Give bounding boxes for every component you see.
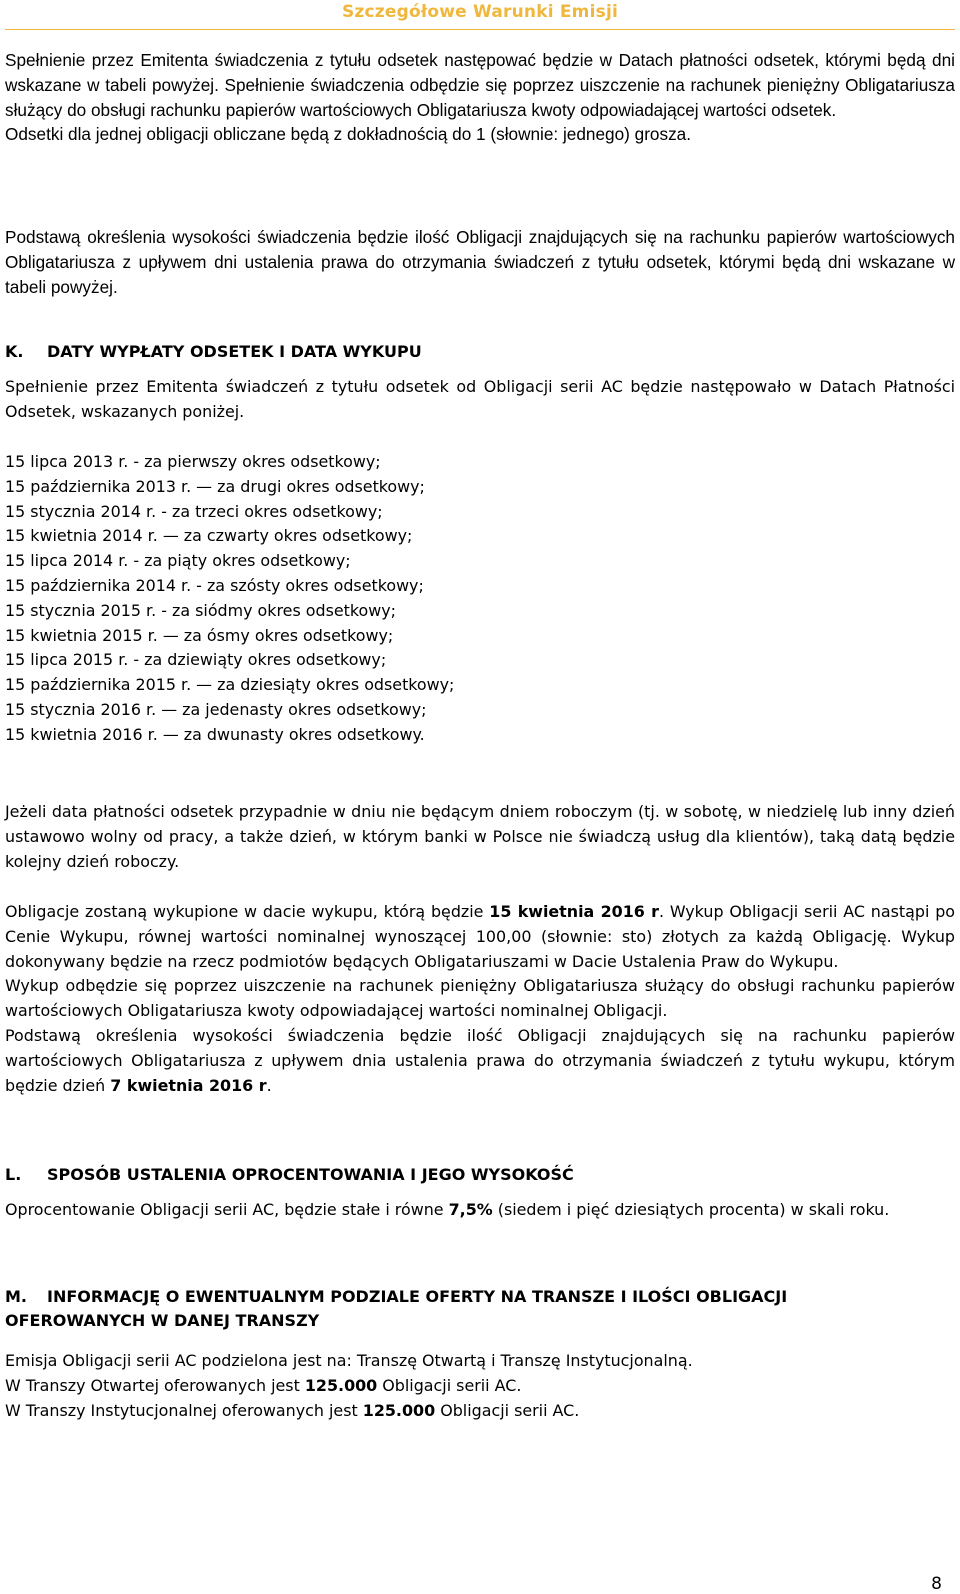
interest-date-item: 15 kwietnia 2016 r. — za dwunasty okres odsetkowy. [5,724,425,744]
section-m-line-3: W Transzy Instytucjonalnej oferowanych jest 125.000 Obligacji serii AC. [5,1400,580,1420]
interest-date-item: 15 lipca 2013 r. - za pierwszy okres odsetkowy; [5,452,381,471]
section-m-title-line-2: OFEROWANYCH W DANEJ TRANSZY [5,1311,320,1330]
redemption-date: 15 kwietnia 2016 r [489,902,659,921]
section-k-paragraph-1: Spełnienie przez Emitenta świadczeń z tytułu odsetek od Obligacji serii AC będzie następowało w Datach Płatności Odsetek, wskazanych poniżej. [5,377,955,421]
interest-date-item: 15 października 2014 r. - za szósty okres odsetkowy; [5,575,424,595]
intro-paragraph-3: Podstawą określenia wysokości świadczenia będzie ilość Obligacji znajdujących się na rachunku papierów wartościowych Obligatariusza z upływem dni ustalenia prawa do otrzymania świadczeń z tytułu odsetek, którymi będą dni wskazane w tabeli powyżej. [5,227,955,297]
intro-block [5,48,955,147]
interest-date-item: 15 lipca 2015 r. - za dziewiąty okres odsetkowy; [5,650,387,670]
intro-paragraph-2: Odsetki dla jednej obligacji obliczane będą z dokładnością do 1 (słownie: jednego) grosza. [5,124,692,145]
interest-date-item: 15 stycznia 2015 r. - za siódmy okres odsetkowy; [5,600,396,620]
section-l-paragraph: Oprocentowanie Obligacji serii AC, będzie stałe i równe 7,5% (siedem i pięć dziesiątych procenta) w skali roku. [5,1200,890,1219]
open-tranche-count: 125.000 [304,1375,378,1395]
section-l-body [5,1198,955,1223]
section-k-paragraph-3: Obligacje zostaną wykupione w dacie wykupu, którą będzie 15 kwietnia 2016 r. Wykup Obligacji serii AC nastąpi po Cenie Wykupu, równej wartości nominalnej wynoszącej 100,00 (słownie: sto) złotych za każdą Obligację. Wykup dokonywany będzie na rzecz podmiotów będących Obligatariuszami w Dacie Ustalenia Praw do Wykupu. [5,902,955,971]
section-k-business-day [5,800,955,874]
page-number: 8 [931,1574,942,1594]
header-divider [5,29,955,30]
section-l-heading [5,1163,955,1187]
interest-date-item: 15 kwietnia 2015 r. — za ósmy okres odsetkowy; [5,625,394,645]
interest-dates-list [5,450,955,748]
section-k-paragraph-4: Wykup odbędzie się poprzez uiszczenie na rachunek pieniężny Obligatariusza służący do obsługi rachunku papierów wartościowych Obligatariusza kwoty odpowiadającej wartości nominalnej Obligacji. [5,976,955,1021]
record-date: 7 kwietnia 2016 r [110,1075,267,1095]
interest-date-item: 15 października 2015 r. — za dziesiąty okres odsetkowy; [5,675,455,695]
section-m-line-1: Emisja Obligacji serii AC podzielona jest na: Transzę Otwartą i Transzę Instytucjonalną. [5,1351,693,1370]
interest-date-item: 15 stycznia 2014 r. - za trzeci okres odsetkowy; [5,501,383,521]
interest-rate: 7,5% [448,1200,493,1219]
intro-paragraph-3-block [5,225,955,299]
section-k-intro [5,375,955,425]
section-k-paragraph-5: Podstawą określenia wysokości świadczenia będzie ilość Obligacji znajdujących się na rachunku papierów wartościowych Obligatariusza z upływem dnia ustalenia prawa do otrzymania świadczeń z tytułu wykupu, którym będzie dzień 7 kwietnia 2016 r. [5,1025,955,1095]
section-m-line-2: W Transzy Otwartej oferowanych jest 125.000 Obligacji serii AC. [5,1375,522,1395]
interest-date-item: 15 października 2013 r. — za drugi okres odsetkowy; [5,476,425,496]
section-m-heading [5,1285,955,1333]
interest-date-item: 15 stycznia 2016 r. — za jedenasty okres odsetkowy; [5,699,427,719]
section-m-title-line-1: INFORMACJĘ O EWENTUALNYM PODZIALE OFERTY NA TRANSZE I ILOŚCI OBLIGACJI [47,1287,788,1306]
section-m-letter: M. [5,1287,27,1306]
section-l-title: SPOSÓB USTALENIA OPROCENTOWANIA I JEGO WYSOKOŚĆ [47,1165,574,1184]
section-l-letter: L. [5,1165,22,1184]
section-k-letter: K. [5,342,24,361]
intro-paragraph-1: Spełnienie przez Emitenta świadczenia z tytułu odsetek następować będzie w Datach płatności odsetek, którymi będą dni wskazane w tabeli powyżej. Spełnienie świadczenia odbędzie się poprzez uiszczenie na rachunek pieniężny Obligatariusza służący do obsługi rachunku papierów wartościowych Obligatariusza kwoty odpowiadającej wartości odsetek. [5,50,955,120]
institutional-tranche-count: 125.000 [362,1400,436,1420]
interest-date-item: 15 lipca 2014 r. - za piąty okres odsetkowy; [5,551,351,571]
section-k-redemption [5,900,955,1098]
section-m-body [5,1349,955,1423]
section-k-heading [5,340,955,364]
page-header-title: Szczegółowe Warunki Emisji [341,2,618,22]
section-k-paragraph-2: Jeżeli data płatności odsetek przypadnie w dniu nie będącym dniem roboczym (tj. w sobotę, w niedzielę lub inny dzień ustawowo wolny od pracy, a także dzień, w którym banki w Polsce nie świadczą usług dla klientów), taką datą będzie kolejny dzień roboczy. [5,802,955,871]
interest-date-item: 15 kwietnia 2014 r. — za czwarty okres odsetkowy; [5,526,413,546]
section-k-title: DATY WYPŁATY ODSETEK I DATA WYKUPU [47,342,422,361]
